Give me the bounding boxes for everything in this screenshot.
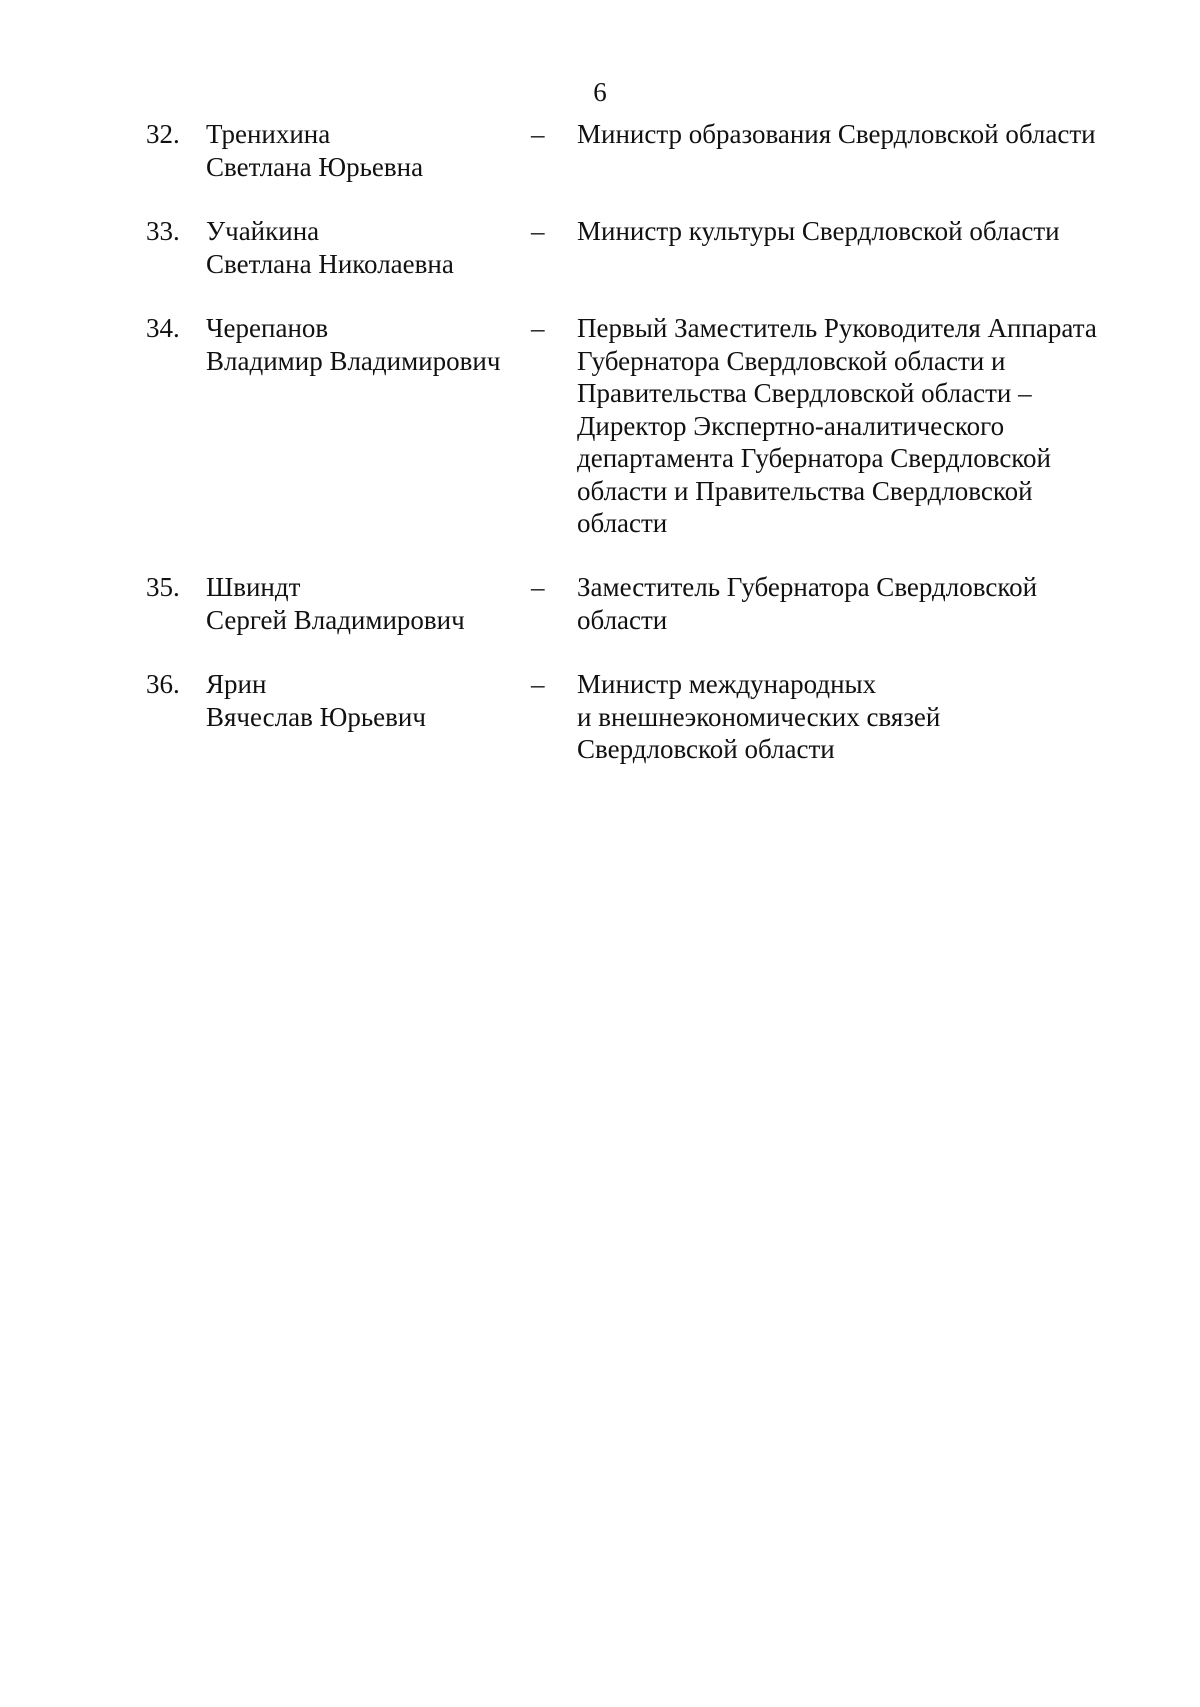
entry-number: 35. <box>146 572 180 602</box>
position-title <box>577 118 1096 151</box>
position-line: Свердловской области <box>577 734 835 764</box>
entry-number: 34. <box>146 313 180 343</box>
position-line: Первый Заместитель Руководителя Аппарата <box>577 313 1097 343</box>
person-name <box>206 312 500 377</box>
surname: Черепанов <box>206 313 329 343</box>
surname: Ярин <box>206 669 267 699</box>
position-line: Директор Экспертно-аналитического <box>577 410 1005 441</box>
given-names: Светлана Юрьевна <box>206 151 424 182</box>
position-line: Заместитель Губернатора Свердловской <box>577 572 1038 602</box>
given-names: Владимир Владимирович <box>206 345 501 376</box>
person-name <box>206 668 426 733</box>
surname: Учайкина <box>206 216 320 246</box>
position-line: Министр образования Свердловской области <box>577 119 1096 149</box>
position-line: и внешнеэкономических связей <box>577 701 941 732</box>
separator-dash: – <box>531 216 545 246</box>
position-line: департамента Губернатора Свердловской <box>577 443 1052 473</box>
separator-dash: – <box>531 313 545 343</box>
position-line: Правительства Свердловской области – <box>577 378 1032 408</box>
given-names: Вячеслав Юрьевич <box>206 701 426 732</box>
position-title <box>577 571 1037 636</box>
position-line: Министр культуры Свердловской области <box>577 216 1060 246</box>
separator-dash: – <box>531 669 545 699</box>
position-title <box>577 668 940 766</box>
surname: Швиндт <box>206 572 301 602</box>
position-line: Министр международных <box>577 669 877 699</box>
person-name <box>206 118 423 183</box>
position-line: области <box>577 604 668 635</box>
entry-number: 36. <box>146 669 180 699</box>
given-names: Сергей Владимирович <box>206 604 465 635</box>
entry-number: 32. <box>146 119 180 149</box>
surname: Тренихина <box>206 119 331 149</box>
person-name <box>206 571 465 636</box>
position-line: Губернатора Свердловской области и <box>577 345 1006 376</box>
position-line: области и Правительства Свердловской <box>577 475 1033 506</box>
separator-dash: – <box>531 572 545 602</box>
given-names: Светлана Николаевна <box>206 248 454 279</box>
separator-dash: – <box>531 119 545 149</box>
page-number: 6 <box>593 77 607 107</box>
position-title <box>577 312 1097 540</box>
position-title <box>577 215 1060 248</box>
person-name <box>206 215 454 280</box>
position-line: области <box>577 508 668 538</box>
entry-number: 33. <box>146 216 180 246</box>
